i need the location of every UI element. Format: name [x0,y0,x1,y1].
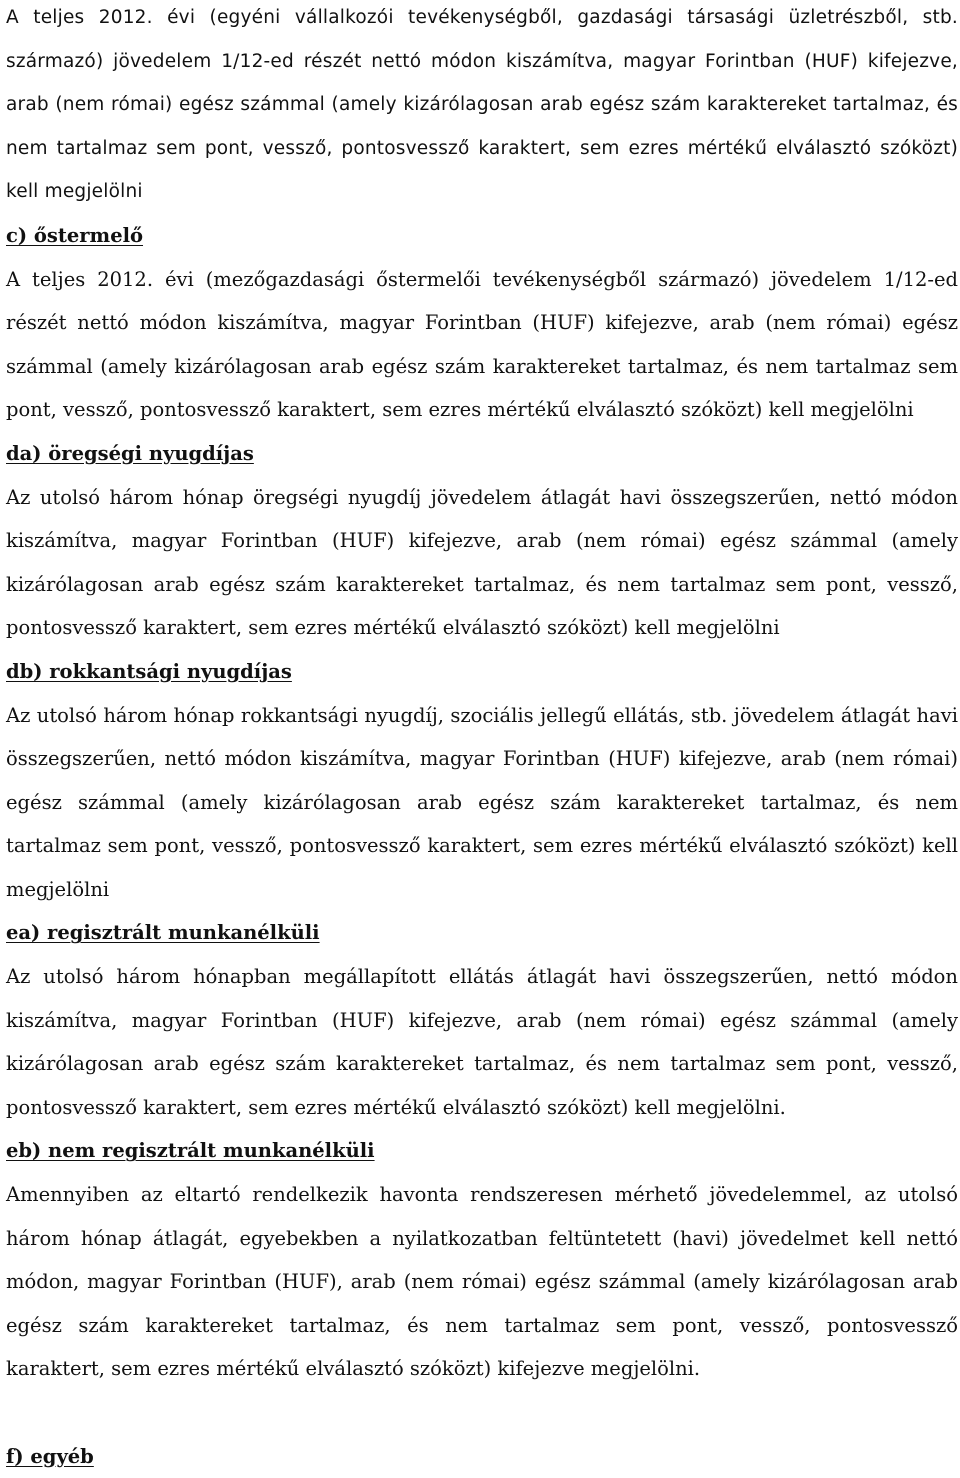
paragraph-spacer [6,1391,958,1435]
section-text-rokkantsagi-nyugdijas: Az utolsó három hónap rokkantsági nyugdíj, szociális jellegű ellátás, stb. jövedelem átlagát havi összegszerűen, nettó módon kiszámítva, magyar Forintban (HUF) kifejezve, arab (nem római) egész számmal (amely kizárólagosan arab egész szám karaktereket tartalmaz, és nem tartalmaz sem pont, vessző, pontosvessző karaktert, sem ezres mértékű elválasztó szóközt) kell megjelölni [6,703,958,901]
intro-paragraph: A teljes 2012. évi (egyéni vállalkozói tevékenységből, gazdasági társasági üzletrészből, stb. származó) jövedelem 1/12-ed részét nettó módon kiszámítva, magyar Forintban (HUF) kifejezve, arab (nem római) egész számmal (amely kizárólagosan arab egész szám karaktereket tartalmaz, és nem tartalmaz sem pont, vessző, pontosvessző karaktert, sem ezres mértékű elválasztó szóközt) kell megjelölni [6,7,958,203]
document-page [6,0,958,1478]
section-text-regisztralt-munkanelkuli: Az utolsó három hónapban megállapított ellátás átlagát havi összegszerűen, nettó módon kiszámítva, magyar Forintban (HUF) kifejezve, arab (nem római) egész számmal (amely kizárólagosan arab egész szám karaktereket tartalmaz, és nem tartalmaz sem pont, vessző, pontosvessző karaktert, sem ezres mértékű elválasztó szóközt) kell megjelölni. [6,965,958,1119]
section-heading-rokkantsagi-nyugdijas: db) rokkantsági nyugdíjas [6,659,292,683]
section-heading-oregsegi-nyugdijas: da) öregségi nyugdíjas [6,441,254,465]
section-heading-nem-regisztralt-munkanelkuli: eb) nem regisztrált munkanélküli [6,1139,375,1163]
section-heading-regisztralt-munkanelkuli: ea) regisztrált munkanélküli [6,921,320,945]
section-heading-ostermelo: c) őstermelő [6,223,144,247]
section-text-ostermelo: A teljes 2012. évi (mezőgazdasági őstermelői tevékenységből származó) jövedelem 1/12-ed részét nettó módon kiszámítva, magyar Forintban (HUF) kifejezve, arab (nem római) egész számmal (amely kizárólagosan arab egész szám karaktereket tartalmaz, és nem tartalmaz sem pont, vessző, pontosvessző karaktert, sem ezres mértékű elválasztó szóközt) kell megjelölni [6,267,958,422]
section-text-oregsegi-nyugdijas: Az utolsó három hónap öregségi nyugdíj jövedelem átlagát havi összegszerűen, nettó módon kiszámítva, magyar Forintban (HUF) kifejezve, arab (nem római) egész számmal (amely kizárólagosan arab egész szám karaktereket tartalmaz, és nem tartalmaz sem pont, vessző, pontosvessző karaktert, sem ezres mértékű elválasztó szóközt) kell megjelölni [6,485,958,640]
section-text-nem-regisztralt-munkanelkuli: Amennyiben az eltartó rendelkezik havonta rendszeresen mérhető jövedelemmel, az utolsó három hónap átlagát, egyebekben a nyilatkozatban feltüntetett (havi) jövedelmet kell nettó módon, magyar Forintban (HUF), arab (nem római) egész számmal (amely kizárólagosan arab egész szám karaktereket tartalmaz, és nem tartalmaz sem pont, vessző, pontosvessző karaktert, sem ezres mértékű elválasztó szóközt) kifejezve megjelölni. [6,1183,958,1381]
section-heading-egyeb: f) egyéb [6,1444,94,1468]
